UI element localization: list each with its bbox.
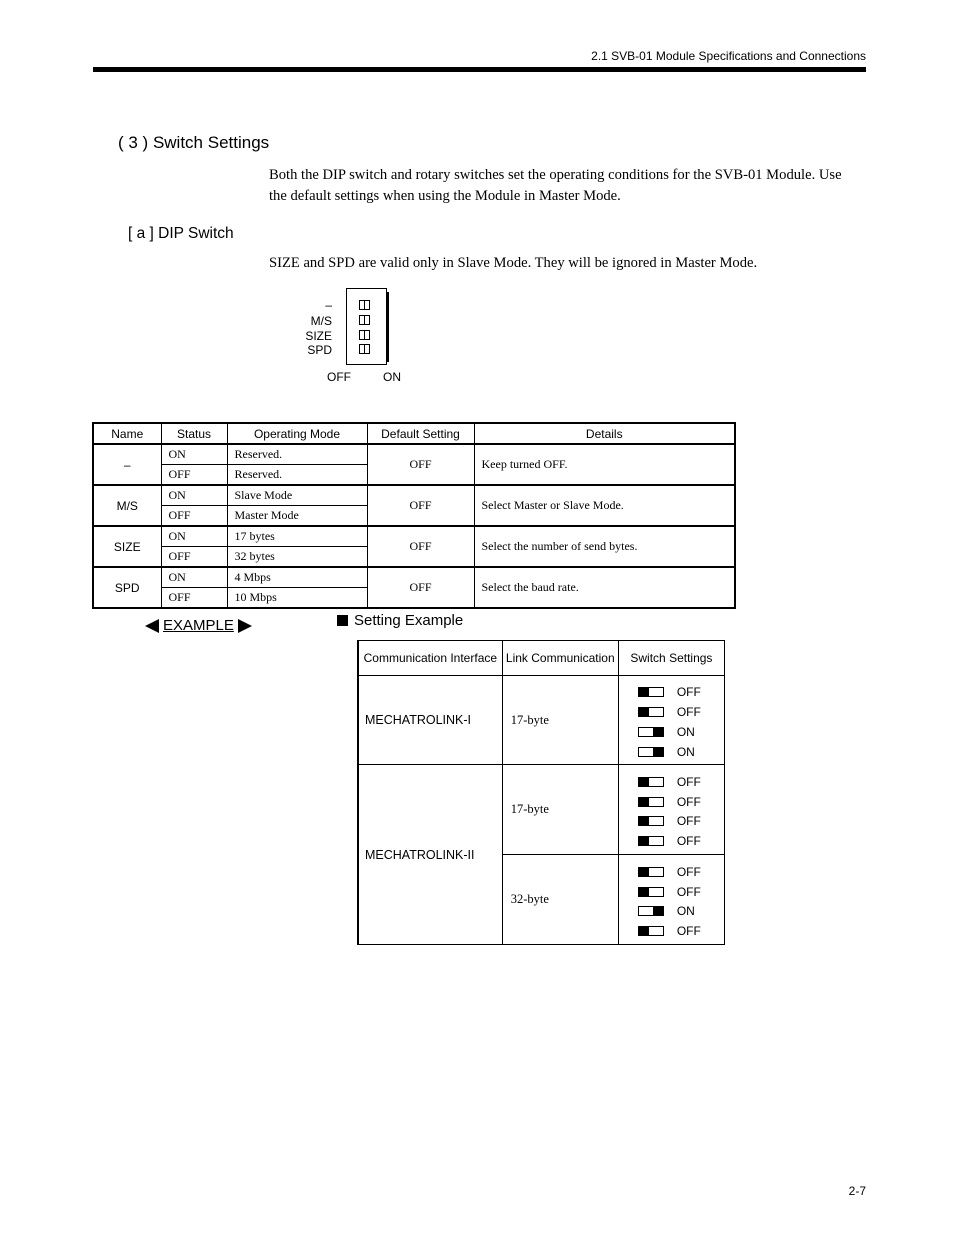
dip-switch-heading: [ a ] DIP Switch (128, 225, 234, 242)
table-row (93, 444, 735, 465)
row-name: – (93, 444, 161, 485)
switch-indicator-icon (638, 777, 664, 787)
row-details: Select the baud rate. (474, 567, 735, 608)
row-name: M/S (93, 485, 161, 526)
switch-state: OFF (676, 864, 701, 879)
switch-indicator-icon (638, 727, 664, 737)
switch-setting-row (638, 831, 724, 851)
row-link: 17-byte (502, 676, 618, 765)
row-default: OFF (367, 567, 474, 608)
example-marker (145, 617, 252, 634)
row-interface: MECHATROLINK-I (358, 676, 502, 765)
switch-indicator-icon (638, 926, 664, 936)
row-details: Keep turned OFF. (474, 444, 735, 485)
switch-indicator-icon (638, 747, 664, 757)
row-details: Select the number of send bytes. (474, 526, 735, 567)
switch-setting-row (638, 862, 724, 882)
switch-indicator-icon (638, 797, 664, 807)
row-status-on: ON (161, 567, 227, 588)
header-details: Details (474, 423, 735, 444)
row-default: OFF (367, 526, 474, 567)
switch-state: OFF (676, 774, 701, 789)
switch-setting-row (638, 772, 724, 792)
header-rule (93, 67, 866, 72)
header-status: Status (161, 423, 227, 444)
dip-label-size: SIZE (305, 329, 332, 343)
table-row (93, 485, 735, 506)
switch-setting-row (638, 742, 724, 762)
row-status-on: ON (161, 526, 227, 547)
dip-label-ms: M/S (310, 314, 332, 328)
dip-switch-body (346, 288, 387, 365)
switch-state: OFF (676, 794, 701, 809)
dip-switch-2 (359, 315, 370, 325)
header-name: Name (93, 423, 161, 444)
setting-example-label: Setting Example (354, 612, 464, 629)
switch-indicator-icon (638, 707, 664, 717)
switch-setting-row (638, 683, 724, 703)
table-row (358, 765, 725, 855)
square-bullet-icon (337, 615, 348, 626)
row-switch-settings (618, 676, 724, 765)
dip-off-label: OFF (327, 370, 351, 384)
section-heading: ( 3 ) Switch Settings (118, 133, 270, 152)
row-details: Select Master or Slave Mode. (474, 485, 735, 526)
switch-indicator-icon (638, 836, 664, 846)
row-status-off: OFF (161, 547, 227, 568)
switch-setting-row (638, 921, 724, 941)
switch-setting-row (638, 722, 724, 742)
switch-state: OFF (676, 834, 701, 849)
switch-setting-row (638, 882, 724, 902)
row-link: 32-byte (502, 855, 618, 945)
switch-state: ON (676, 744, 695, 759)
row-interface: MECHATROLINK-II (358, 765, 502, 945)
switch-state: OFF (676, 685, 701, 700)
switch-indicator-icon (638, 906, 664, 916)
dip-switch-3 (359, 330, 370, 340)
page-number: 2-7 (848, 1184, 866, 1198)
table-row (93, 526, 735, 547)
switch-state: ON (676, 904, 695, 919)
switch-setting-row (638, 902, 724, 922)
triangle-right-icon (238, 619, 252, 633)
row-status-off: OFF (161, 465, 227, 486)
row-link: 17-byte (502, 765, 618, 855)
header-default-setting: Default Setting (367, 423, 474, 444)
row-default: OFF (367, 485, 474, 526)
row-name: SPD (93, 567, 161, 608)
row-mode-on: Slave Mode (227, 485, 367, 506)
row-status-on: ON (161, 485, 227, 506)
row-mode-on: 4 Mbps (227, 567, 367, 588)
setting-example-title (337, 612, 463, 629)
header-switch-settings: Switch Settings (618, 641, 724, 676)
row-status-on: ON (161, 444, 227, 465)
row-default: OFF (367, 444, 474, 485)
table-header-row (358, 641, 725, 676)
switch-indicator-icon (638, 816, 664, 826)
row-mode-off: 10 Mbps (227, 588, 367, 609)
row-status-off: OFF (161, 588, 227, 609)
switch-indicator-icon (638, 887, 664, 897)
row-status-off: OFF (161, 506, 227, 527)
row-mode-on: 17 bytes (227, 526, 367, 547)
switch-state: ON (676, 724, 695, 739)
switch-setting-row (638, 792, 724, 812)
row-mode-on: Reserved. (227, 444, 367, 465)
dip-on-label: ON (383, 370, 401, 384)
dip-switch-1 (359, 300, 370, 310)
dip-switch-4 (359, 344, 370, 354)
row-switch-settings (618, 765, 724, 855)
row-mode-off: Reserved. (227, 465, 367, 486)
row-mode-off: 32 bytes (227, 547, 367, 568)
switch-setting-row (638, 702, 724, 722)
switch-state: OFF (676, 924, 701, 939)
switch-setting-row (638, 812, 724, 832)
intro-paragraph: Both the DIP switch and rotary switches set the operating conditions for the SVB-01 Module. Use the default settings when using the Module in Master Mode. (269, 167, 842, 204)
setting-example-table (357, 640, 725, 945)
running-header: 2.1 SVB-01 Module Specifications and Connections (591, 49, 866, 63)
table-row (358, 676, 725, 765)
dip-switch-note: SIZE and SPD are valid only in Slave Mode. They will be ignored in Master Mode. (269, 255, 758, 271)
table-header-row (93, 423, 735, 444)
header-communication-interface: Communication Interface (358, 641, 502, 676)
dip-label-spd: SPD (307, 343, 332, 357)
header-link-communication: Link Communication (502, 641, 618, 676)
row-mode-off: Master Mode (227, 506, 367, 527)
row-name: SIZE (93, 526, 161, 567)
switch-indicator-icon (638, 687, 664, 697)
switch-state: OFF (676, 884, 701, 899)
triangle-left-icon (145, 619, 159, 633)
dip-switch-table (92, 422, 736, 609)
switch-indicator-icon (638, 867, 664, 877)
dip-label-reserved: – (325, 298, 332, 312)
switch-state: OFF (676, 814, 701, 829)
header-operating-mode: Operating Mode (227, 423, 367, 444)
row-switch-settings (618, 855, 724, 945)
switch-state: OFF (676, 705, 701, 720)
example-label: EXAMPLE (163, 617, 234, 634)
table-row (93, 567, 735, 588)
